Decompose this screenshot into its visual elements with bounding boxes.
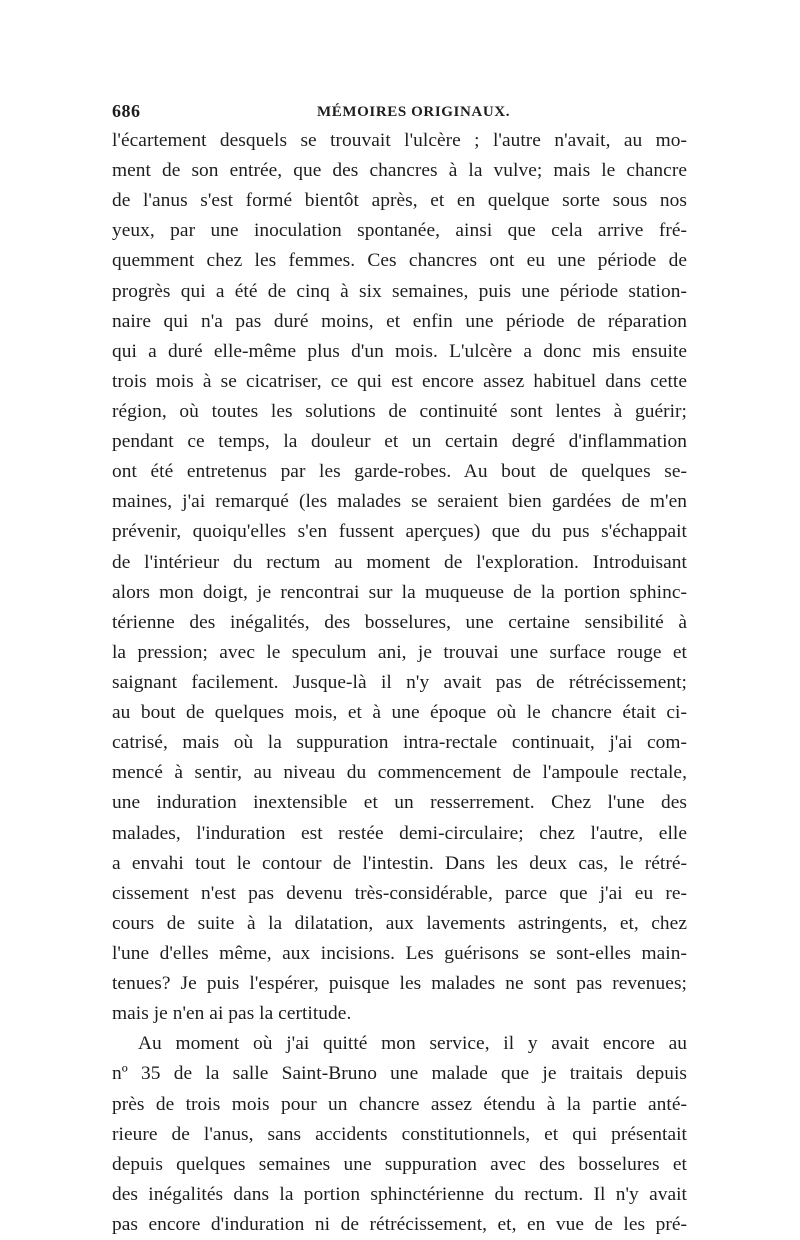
text-line: pendant ce temps, la douleur et un certain degré d'inflammation <box>112 431 687 453</box>
text-line: quemment chez les femmes. Ces chancres ont eu une période de <box>112 250 687 272</box>
paragraph-first-line: Au moment où j'ai quitté mon service, il y avait encore au <box>138 1033 687 1055</box>
text-line: près de trois mois pour un chancre assez étendu à la partie anté- <box>112 1093 687 1115</box>
text-line: catrisé, mais où la suppuration intra-rectale continuait, j'ai com- <box>112 732 687 754</box>
paragraph-last-line: mais je n'en ai pas la certitude. <box>112 1003 352 1025</box>
text-line: tenues? Je puis l'espérer, puisque les malades ne sont pas revenues; <box>112 973 687 995</box>
text-line: prévenir, quoiqu'elles s'en fussent aperçues) que du pus s'échappait <box>112 521 687 543</box>
text-line: saignant facilement. Jusque-là il n'y avait pas de rétrécissement; <box>112 671 687 693</box>
text-line: térienne des inégalités, des bosselures, une certaine sensibilité à <box>112 611 687 633</box>
body-text <box>112 126 687 1240</box>
text-line: yeux, par une inoculation spontanée, ainsi que cela arrive fré- <box>112 220 687 242</box>
text-line: maines, j'ai remarqué (les malades se seraient bien gardées de m'en <box>112 491 687 513</box>
text-line: de l'intérieur du rectum au moment de l'exploration. Introduisant <box>112 551 687 573</box>
running-head <box>112 98 687 124</box>
text-line: une induration inextensible et un resserrement. Chez l'une des <box>112 792 687 814</box>
text-line: mencé à sentir, au niveau du commencement de l'ampoule rectale, <box>112 762 687 784</box>
text-line: alors mon doigt, je rencontrai sur la muqueuse de la portion sphinc- <box>112 581 687 603</box>
text-line: l'écartement desquels se trouvait l'ulcère ; l'autre n'avait, au mo- <box>112 130 687 151</box>
text-line: nº 35 de la salle Saint-Bruno une malade que je traitais depuis <box>112 1063 687 1085</box>
text-line: qui a duré elle-même plus d'un mois. L'ulcère a donc mis ensuite <box>112 340 687 362</box>
text-line: ont été entretenus par les garde-robes. Au bout de quelques se- <box>112 461 687 483</box>
text-line: progrès qui a été de cinq à six semaines, puis une période station- <box>112 280 687 302</box>
book-page <box>112 98 687 1240</box>
text-line: malades, l'induration est restée demi-circulaire; chez l'autre, elle <box>112 822 687 844</box>
text-line: cissement n'est pas devenu très-considérable, parce que j'ai eu re- <box>112 882 687 904</box>
text-line: l'une d'elles même, aux incisions. Les guérisons se sont-elles main- <box>112 942 687 964</box>
text-line: depuis quelques semaines une suppuration avec des bosselures et <box>112 1153 687 1175</box>
text-line: rieure de l'anus, sans accidents constitutionnels, et qui présentait <box>112 1123 687 1145</box>
text-line: ment de son entrée, que des chancres à la vulve; mais le chancre <box>112 160 687 182</box>
text-line: des inégalités dans la portion sphinctérienne du rectum. Il n'y avait <box>112 1183 687 1205</box>
text-line: pas encore d'induration ni de rétrécissement, et, en vue de les pré- <box>112 1213 687 1235</box>
text-line: la pression; avec le speculum ani, je trouvai une surface rouge et <box>112 641 687 663</box>
text-line: au bout de quelques mois, et à une époque où le chancre était ci- <box>112 702 687 724</box>
text-line: a envahi tout le contour de l'intestin. Dans les deux cas, le rétré- <box>112 852 687 874</box>
text-line: trois mois à se cicatriser, ce qui est encore assez habituel dans cette <box>112 370 687 392</box>
text-line: cours de suite à la dilatation, aux lavements astringents, et, chez <box>112 912 687 934</box>
text-line: région, où toutes les solutions de continuité sont lentes à guérir; <box>112 400 687 422</box>
text-line: de l'anus s'est formé bientôt après, et en quelque sorte sous nos <box>112 190 687 212</box>
running-title: MÉMOIRES ORIGINAUX. <box>317 104 511 120</box>
page-number: 686 <box>112 101 141 121</box>
text-line: naire qui n'a pas duré moins, et enfin une période de réparation <box>112 310 687 332</box>
